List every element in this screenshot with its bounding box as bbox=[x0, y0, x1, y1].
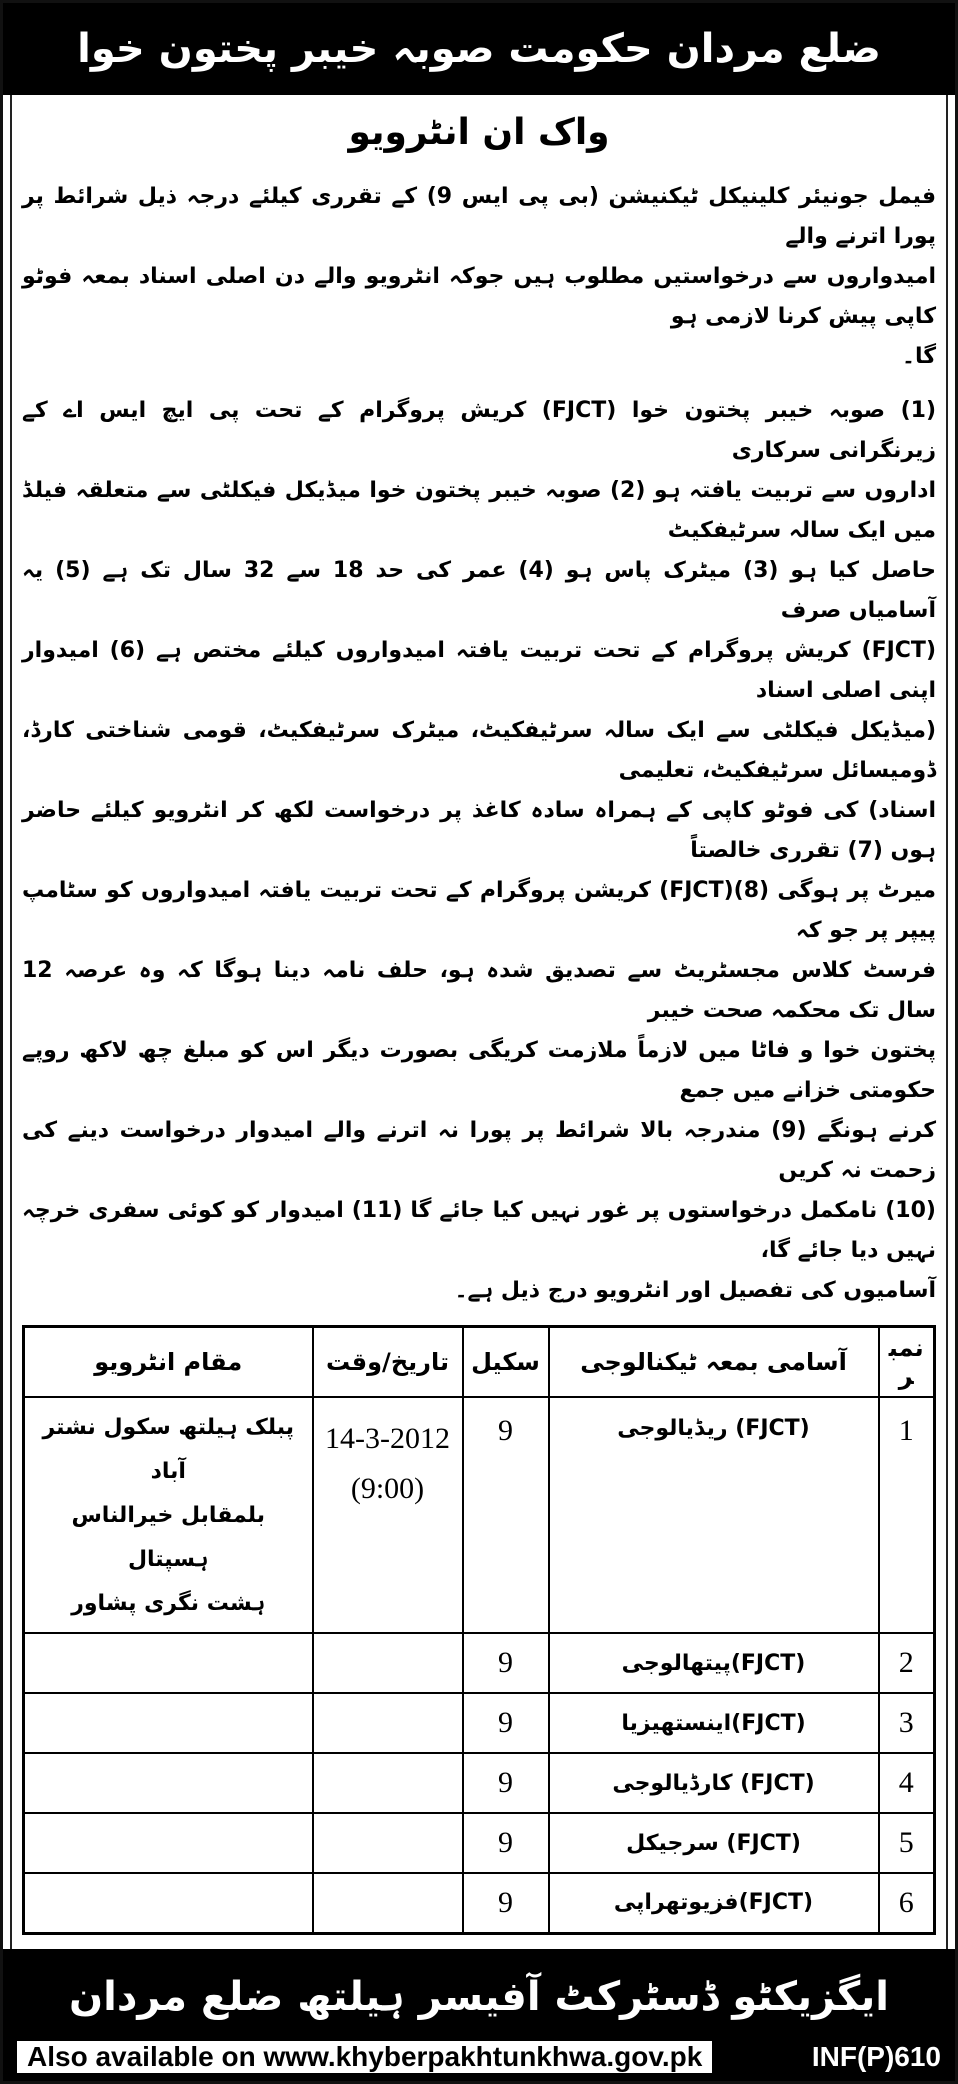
body-text-line: اسناد) کی فوٹو کاپی کے ہمراہ سادہ کاغذ پر درخواست لکھ کر انٹرویو کیلئے حاضر ہوں (7) تقرری خالصتاً bbox=[22, 798, 936, 863]
cell-scale: 9 bbox=[463, 1633, 549, 1693]
body-text-line: پختون خوا و فاٹا میں لازماً ملازمت کریگی بصورت دیگر اس کو مبلغ چھ لاکھ روپے حکومتی خزانے میں جمع bbox=[22, 1038, 936, 1103]
body-text-line: گا۔ bbox=[902, 344, 936, 369]
cell-post: (FJCT) سرجیکل bbox=[549, 1813, 879, 1873]
cell-date-time bbox=[313, 1813, 463, 1873]
cell-number: 1 bbox=[879, 1397, 935, 1633]
cell-venue bbox=[24, 1753, 313, 1813]
cell-date-time bbox=[313, 1753, 463, 1813]
cell-number: 6 bbox=[879, 1873, 935, 1933]
website-link[interactable]: Also available on www.khyberpakhtunkhwa.gov.pk bbox=[17, 2041, 712, 2073]
table-header-row bbox=[24, 1327, 935, 1398]
reference-number: INF(P)610 bbox=[811, 2040, 941, 2072]
cell-post: (FJCT) ریڈیالوجی bbox=[549, 1397, 879, 1633]
header-scale: سکیل bbox=[463, 1327, 549, 1398]
header-title: ضلع مردان حکومت صوبہ خیبر پختون خوا bbox=[3, 3, 955, 95]
cell-post: (FJCT)فزیوتھراپی bbox=[549, 1873, 879, 1933]
body-text-line: امیدواروں سے درخواستیں مطلوب ہیں جوکہ انٹرویو والے دن اصلی اسناد بمعہ فوٹو کاپی پیش کرنا لازمی ہو bbox=[22, 264, 936, 329]
cell-venue bbox=[24, 1873, 313, 1933]
interview-time: (9:00) bbox=[350, 1472, 425, 1505]
venue-line: پبلک ہیلتھ سکول نشتر آباد bbox=[42, 1415, 295, 1484]
header-venue: مقام انٹرویو bbox=[24, 1327, 313, 1398]
issuing-officer: ایگزیکٹو ڈسٹرکٹ آفیسر ہیلتھ ضلع مردان bbox=[69, 1973, 889, 2020]
table-row bbox=[24, 1813, 935, 1873]
cell-scale: 9 bbox=[463, 1813, 549, 1873]
cell-date-time bbox=[313, 1693, 463, 1753]
body-text-line: آسامیوں کی تفصیل اور انٹرویو درج ذیل ہے۔ bbox=[454, 1278, 936, 1303]
body-text-line: حاصل کیا ہو (3) میٹرک پاس ہو (4) عمر کی حد 18 سے 32 سال تک ہے (5) یہ آسامیاں صرف bbox=[22, 558, 937, 623]
cell-date-time bbox=[313, 1873, 463, 1933]
body-text-line: فیمل جونیئر کلینیکل ٹیکنیشن (بی پی ایس 9) کے تقرری کیلئے درجہ ذیل شرائط پر پورا اترنے والے bbox=[22, 184, 936, 249]
interview-date: 14-3-2012 bbox=[325, 1422, 450, 1455]
body-text-line: کرنے ہونگے (9) مندرجہ بالا شرائط پر پورا نہ اترنے والے امیدوار درخواست دینے کی زحمت نہ کریں bbox=[22, 1118, 936, 1183]
ad-body bbox=[10, 95, 948, 1949]
cell-number: 5 bbox=[879, 1813, 935, 1873]
header-date-time: تاریخ/وقت bbox=[313, 1327, 463, 1398]
subtitle: واک ان انٹرویو bbox=[348, 112, 610, 153]
cell-post: (FJCT)اینستھیزیا bbox=[549, 1693, 879, 1753]
cell-scale: 9 bbox=[463, 1693, 549, 1753]
table-row bbox=[24, 1397, 935, 1633]
cell-number: 4 bbox=[879, 1753, 935, 1813]
cell-post: (FJCT)پیتھالوجی bbox=[549, 1633, 879, 1693]
venue-line: بلمقابل خیرالناس ہسپتال bbox=[71, 1503, 266, 1572]
body-text-line: (1) صوبہ خیبر پختون خوا (FJCT) کریش پروگرام کے تحت پی ایچ ایس اے کے زیرنگرانی سرکاری bbox=[22, 398, 937, 463]
cell-date-time bbox=[313, 1397, 463, 1633]
cell-scale: 9 bbox=[463, 1873, 549, 1933]
cell-venue bbox=[24, 1693, 313, 1753]
table-row bbox=[24, 1873, 935, 1933]
body-text-line: (FJCT) کریش پروگرام کے تحت تربیت یافتہ امیدواروں کیلئے مختص ہے (6) امیدوار اپنی اصلی اسناد bbox=[22, 638, 936, 703]
cell-venue bbox=[24, 1397, 313, 1633]
body-text bbox=[22, 177, 936, 1311]
cell-scale: 9 bbox=[463, 1397, 549, 1633]
header-post: آسامی بمعہ ٹیکنالوجی bbox=[549, 1327, 879, 1398]
table-row bbox=[24, 1633, 935, 1693]
body-text-line: (میڈیکل فیکلٹی سے ایک سالہ سرٹیفکیٹ، میٹرک سرٹیفکیٹ، قومی شناختی کارڈ، ڈومیسائل سرٹیفکیٹ، تعلیمی bbox=[22, 718, 936, 783]
venue-line: ہشت نگری پشاور bbox=[71, 1591, 266, 1616]
header-number: نمبر bbox=[879, 1327, 935, 1398]
body-text-line: میرٹ پر ہوگی (8)(FJCT) کریشن پروگرام کے تحت تربیت یافتہ امیدواروں کو سٹامپ پیپر پر جو کہ bbox=[22, 878, 936, 943]
cell-number: 2 bbox=[879, 1633, 935, 1693]
cell-number: 3 bbox=[879, 1693, 935, 1753]
cell-post: (FJCT) کارڈیالوجی bbox=[549, 1753, 879, 1813]
table-row bbox=[24, 1693, 935, 1753]
cell-venue bbox=[24, 1633, 313, 1693]
cell-date-time bbox=[313, 1633, 463, 1693]
table-row bbox=[24, 1753, 935, 1813]
cell-venue bbox=[24, 1813, 313, 1873]
body-text-line: اداروں سے تربیت یافتہ ہو (2) صوبہ خیبر پختون خوا میڈیکل فیکلٹی سے متعلقہ فیلڈ میں ایک سالہ سرٹیفکیٹ bbox=[22, 478, 936, 543]
posts-table bbox=[22, 1325, 936, 1935]
cell-scale: 9 bbox=[463, 1753, 549, 1813]
body-text-line: فرسٹ کلاس مجسٹریٹ سے تصدیق شدہ ہو، حلف نامہ دینا ہوگا کہ وہ عرصہ 12 سال تک محکمہ صحت خیبر bbox=[22, 958, 936, 1023]
body-text-line: (10) نامکمل درخواستوں پر غور نہیں کیا جائے گا (11) امیدوار کو کوئی سفری خرچہ نہیں دیا جائے گا، bbox=[22, 1198, 936, 1263]
footer bbox=[3, 1949, 955, 2081]
